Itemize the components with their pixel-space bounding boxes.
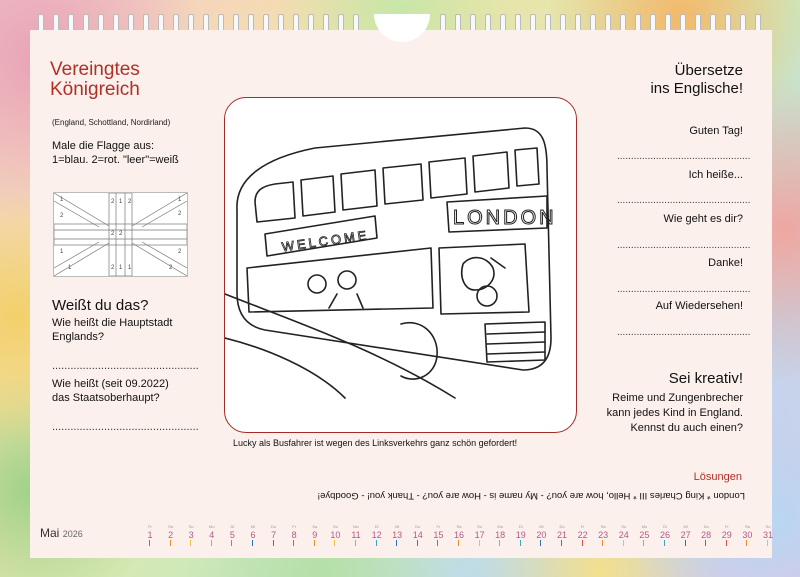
weekday-label: Di [663,524,667,529]
flag-number: 2 [178,249,182,255]
weekday-label: Mo [353,524,359,529]
day-number: 14 [412,530,423,540]
day-marker [231,540,232,546]
day-marker [314,540,315,546]
calendar-strip [40,524,773,548]
flag-number: 2 [178,211,182,217]
weekday-label: Sa [600,524,606,529]
calendar-day [387,524,407,540]
calendar-day [222,524,242,540]
day-marker [437,540,438,546]
day-marker [190,540,191,546]
day-marker [334,540,335,546]
phrase-2: Ich heiße... [688,169,743,181]
calendar-day [161,524,181,540]
weekday-label: So [621,524,627,529]
calendar-day [593,524,613,540]
calendar-day [655,524,675,540]
weekday-label: Mo [497,524,503,529]
weekday-label: Fr [436,524,441,529]
phrase-5: Auf Wiedersehen! [655,300,743,312]
answer-line: ................................................ [617,195,751,206]
day-number: 28 [701,530,712,540]
flag-number: 2 [128,199,132,205]
weekday-label: Do [271,524,277,529]
day-marker [726,540,727,546]
flag-number: 2 [60,213,64,219]
welcome-sign: WELCOME [280,227,371,255]
day-number: 7 [271,530,277,540]
day-marker [479,540,480,546]
day-number: 9 [312,530,318,540]
day-marker [561,540,562,546]
flag-number: 2 [169,265,173,271]
calendar-day [449,524,469,540]
flag-number: 1 [68,265,72,271]
phrase-1: Guten Tag! [689,125,743,137]
creative-heading: Sei kreativ! [668,370,743,387]
flag-task: Male die Flagge aus: 1=blau. 2=rot. "leer"=weiß [52,140,179,166]
flag-number: 2 [111,265,115,271]
day-number: 15 [433,530,444,540]
day-number: 22 [577,530,588,540]
day-number: 31 [762,530,773,540]
answer-line: ................................................ [617,284,751,295]
day-number: 11 [351,530,361,540]
day-number: 26 [659,530,670,540]
day-marker [417,540,418,546]
calendar-day [140,524,160,540]
day-number: 18 [495,530,506,540]
day-marker [293,540,294,546]
day-marker [211,540,212,546]
flag-number: 1 [178,197,182,203]
flag-number: 1 [60,249,64,255]
day-number: 17 [474,530,485,540]
weekday-label: Do [559,524,565,529]
weekday-label: Mi [250,524,256,529]
flag-number: 1 [60,197,64,203]
question-head-of-state: Wie heißt (seit 09.2022) das Staatsoberhaupt? [52,378,169,404]
weekday-label: Di [230,524,235,529]
calendar-day [552,524,572,540]
calendar-day [408,524,428,540]
know-heading: Weißt du das? [52,297,149,314]
weekday-label: Sa [456,524,462,529]
flag-number: 1 [128,265,132,271]
day-number: 10 [330,530,341,540]
day-marker [602,540,603,546]
calendar-day [737,524,757,540]
subtitle: (England, Schottland, Nordirland) [52,118,171,127]
flag-number: 2 [119,231,123,237]
day-marker [499,540,500,546]
day-number: 27 [680,530,691,540]
weekday-label: So [765,524,771,529]
day-marker [149,540,150,546]
weekday-label: Di [518,524,523,529]
weekday-label: Fr [580,524,585,529]
question-capital: Wie heißt die Hauptstadt Englands? [52,317,173,343]
day-marker [643,540,644,546]
answer-line: ................................................ [52,421,199,433]
calendar-day [346,524,366,540]
calendar-day [181,524,201,540]
picture-caption: Lucky als Busfahrer ist wegen des Linksverkehrs ganz schön gefordert! [233,438,518,448]
calendar-day [490,524,510,540]
calendar-day [284,524,304,540]
weekday-label: Sa [744,524,750,529]
month-label: Mai 2026 [40,526,83,540]
weekday-label: Fr [148,524,152,529]
day-marker [376,540,377,546]
day-number: 21 [556,530,567,540]
day-number: 16 [453,530,464,540]
flag-number: 2 [111,231,115,237]
answer-line: ................................................ [617,327,751,338]
union-jack-outline [53,192,188,277]
calendar-day [531,524,551,540]
calendar-day [428,524,448,540]
answer-line: ................................................ [617,151,751,162]
weekday-label: Mo [209,524,215,529]
day-number: 12 [371,530,382,540]
day-marker [355,540,356,546]
day-marker [540,540,541,546]
calendar-day [470,524,490,540]
solutions-text-upside-down: London * King Charles III * Hello, how are you? - My name is - How are you? - Thank you! - Goodbye! [317,490,745,501]
calendar-day [717,524,737,540]
page-title: Vereingtes Königreich [50,59,140,100]
calendar-day [243,524,263,540]
calendar-day [634,524,654,540]
calendar-day [676,524,696,540]
weekday-label: Sa [312,524,318,529]
day-marker [520,540,521,546]
day-number: 4 [209,530,215,540]
weekday-label: Fr [292,524,297,529]
day-marker [396,540,397,546]
bus-illustration [224,97,577,433]
day-marker [582,540,583,546]
calendar-day [511,524,531,540]
calendar-day [367,524,387,540]
calendar-day [202,524,222,540]
flag-number: 1 [119,199,123,205]
calendar-day [264,524,284,540]
day-number: 3 [188,530,194,540]
day-number: 19 [515,530,526,540]
day-number: 1 [147,530,153,540]
weekday-label: So [477,524,483,529]
day-marker [623,540,624,546]
day-marker [685,540,686,546]
calendar-day [696,524,716,540]
weekday-label: Do [703,524,709,529]
weekday-label: Mi [539,524,544,529]
day-marker [252,540,253,546]
day-marker [458,540,459,546]
calendar-day [614,524,634,540]
day-number: 24 [618,530,629,540]
day-number: 2 [168,530,174,540]
calendar-day [758,524,778,540]
phrase-3: Wie geht es dir? [663,213,743,225]
london-sign: LONDON [453,207,557,229]
calendar-day [573,524,593,540]
day-number: 5 [229,530,235,540]
flag-number: 2 [111,199,115,205]
day-marker [170,540,171,546]
day-number: 20 [536,530,547,540]
day-marker [273,540,274,546]
weekday-label: Di [374,524,379,529]
calendar-day [325,524,345,540]
weekday-label: So [332,524,338,529]
weekday-label: Mo [641,524,648,529]
weekday-label: Do [415,524,421,529]
day-number: 8 [291,530,297,540]
solutions-label: Lösungen [693,471,742,483]
creative-text: Reime und Zungenbrecher kann jedes Kind in England. Kennst du auch einen? [606,392,743,434]
day-marker [664,540,665,546]
day-number: 29 [721,530,732,540]
answer-line: ................................................ [52,360,199,372]
day-number: 6 [250,530,256,540]
day-number: 23 [598,530,609,540]
weekday-label: Mi [683,524,688,529]
day-marker [705,540,706,546]
translate-heading: Übersetze ins Englische! [650,62,743,97]
answer-line: ................................................ [617,240,751,251]
day-marker [746,540,747,546]
day-number: 13 [392,530,403,540]
weekday-label: Mi [395,524,400,529]
day-marker [767,540,768,546]
calendar-day [305,524,325,540]
day-number: 25 [639,530,650,540]
weekday-label: Fr [724,524,729,529]
phrase-4: Danke! [708,257,743,269]
flag-number: 1 [119,265,123,271]
weekday-label: So [188,524,194,529]
day-number: 30 [742,530,753,540]
weekday-label: Sa [168,524,174,529]
